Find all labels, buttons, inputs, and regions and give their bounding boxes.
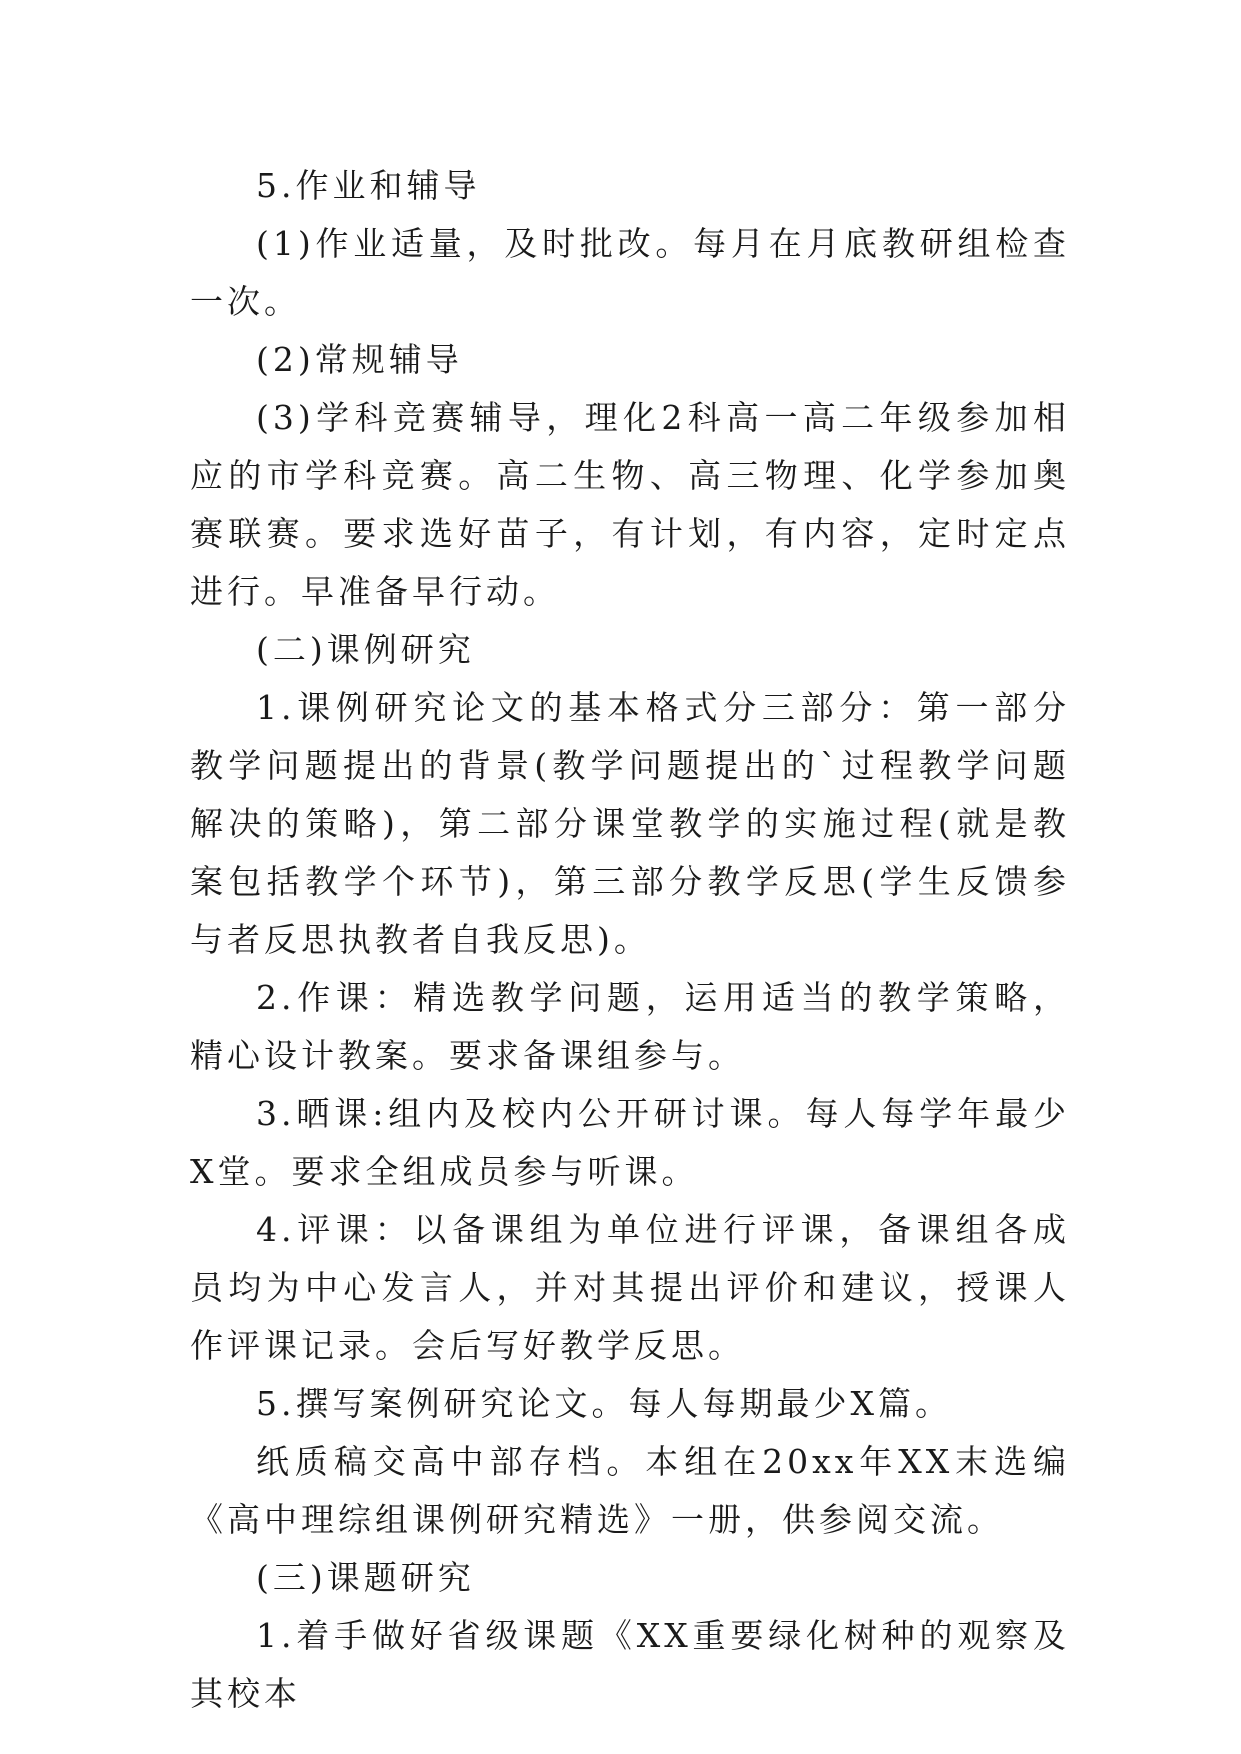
paragraph-open-lesson: 3.晒课:组内及校内公开研讨课。每人每学年最少X堂。要求全组成员参与听课。 [190,1094,1070,1191]
paragraph-homework-amount: (1)作业适量，及时批改。每月在月底教研组检查一次。 [190,224,1070,321]
document-body [190,157,1070,1723]
paragraph-paper-format: 1.课例研究论文的基本格式分三部分：第一部分教学问题提出的背景(教学问题提出的`过程教学问题解决的策略)，第二部分课堂教学的实施过程(就是教案包括教学个环节)，第三部分教学反思(学生反馈参与者反思执教者自我反思)。 [190,688,1070,959]
section-heading-homework: 5.作业和辅导 [256,166,481,205]
section-heading-research-topic: (三)课题研究 [256,1558,475,1597]
section-heading-case-study: (二)课例研究 [256,630,475,669]
paragraph-provincial-topic: 1.着手做好省级课题《XX重要绿化树种的观察及其校本 [190,1616,1070,1713]
paragraph-lesson-design: 2.作课：精选教学问题，运用适当的教学策略，精心设计教案。要求备课组参与。 [190,978,1070,1075]
paragraph-archive: 纸质稿交高中部存档。本组在20xx年XX末选编《高中理综组课例研究精选》一册，供参阅交流。 [190,1442,1070,1539]
paragraph-lesson-review: 4.评课：以备课组为单位进行评课，备课组各成员均为中心发言人，并对其提出评价和建议，授课人作评课记录。会后写好教学反思。 [190,1210,1070,1365]
paragraph-regular-tutoring: (2)常规辅导 [256,340,463,379]
paragraph-case-paper: 5.撰写案例研究论文。每人每期最少X篇。 [256,1384,952,1423]
paragraph-competition-tutoring: (3)学科竞赛辅导，理化2科高一高二年级参加相应的市学科竞赛。高二生物、高三物理、化学参加奥赛联赛。要求选好苗子，有计划，有内容，定时定点进行。早准备早行动。 [190,398,1070,611]
